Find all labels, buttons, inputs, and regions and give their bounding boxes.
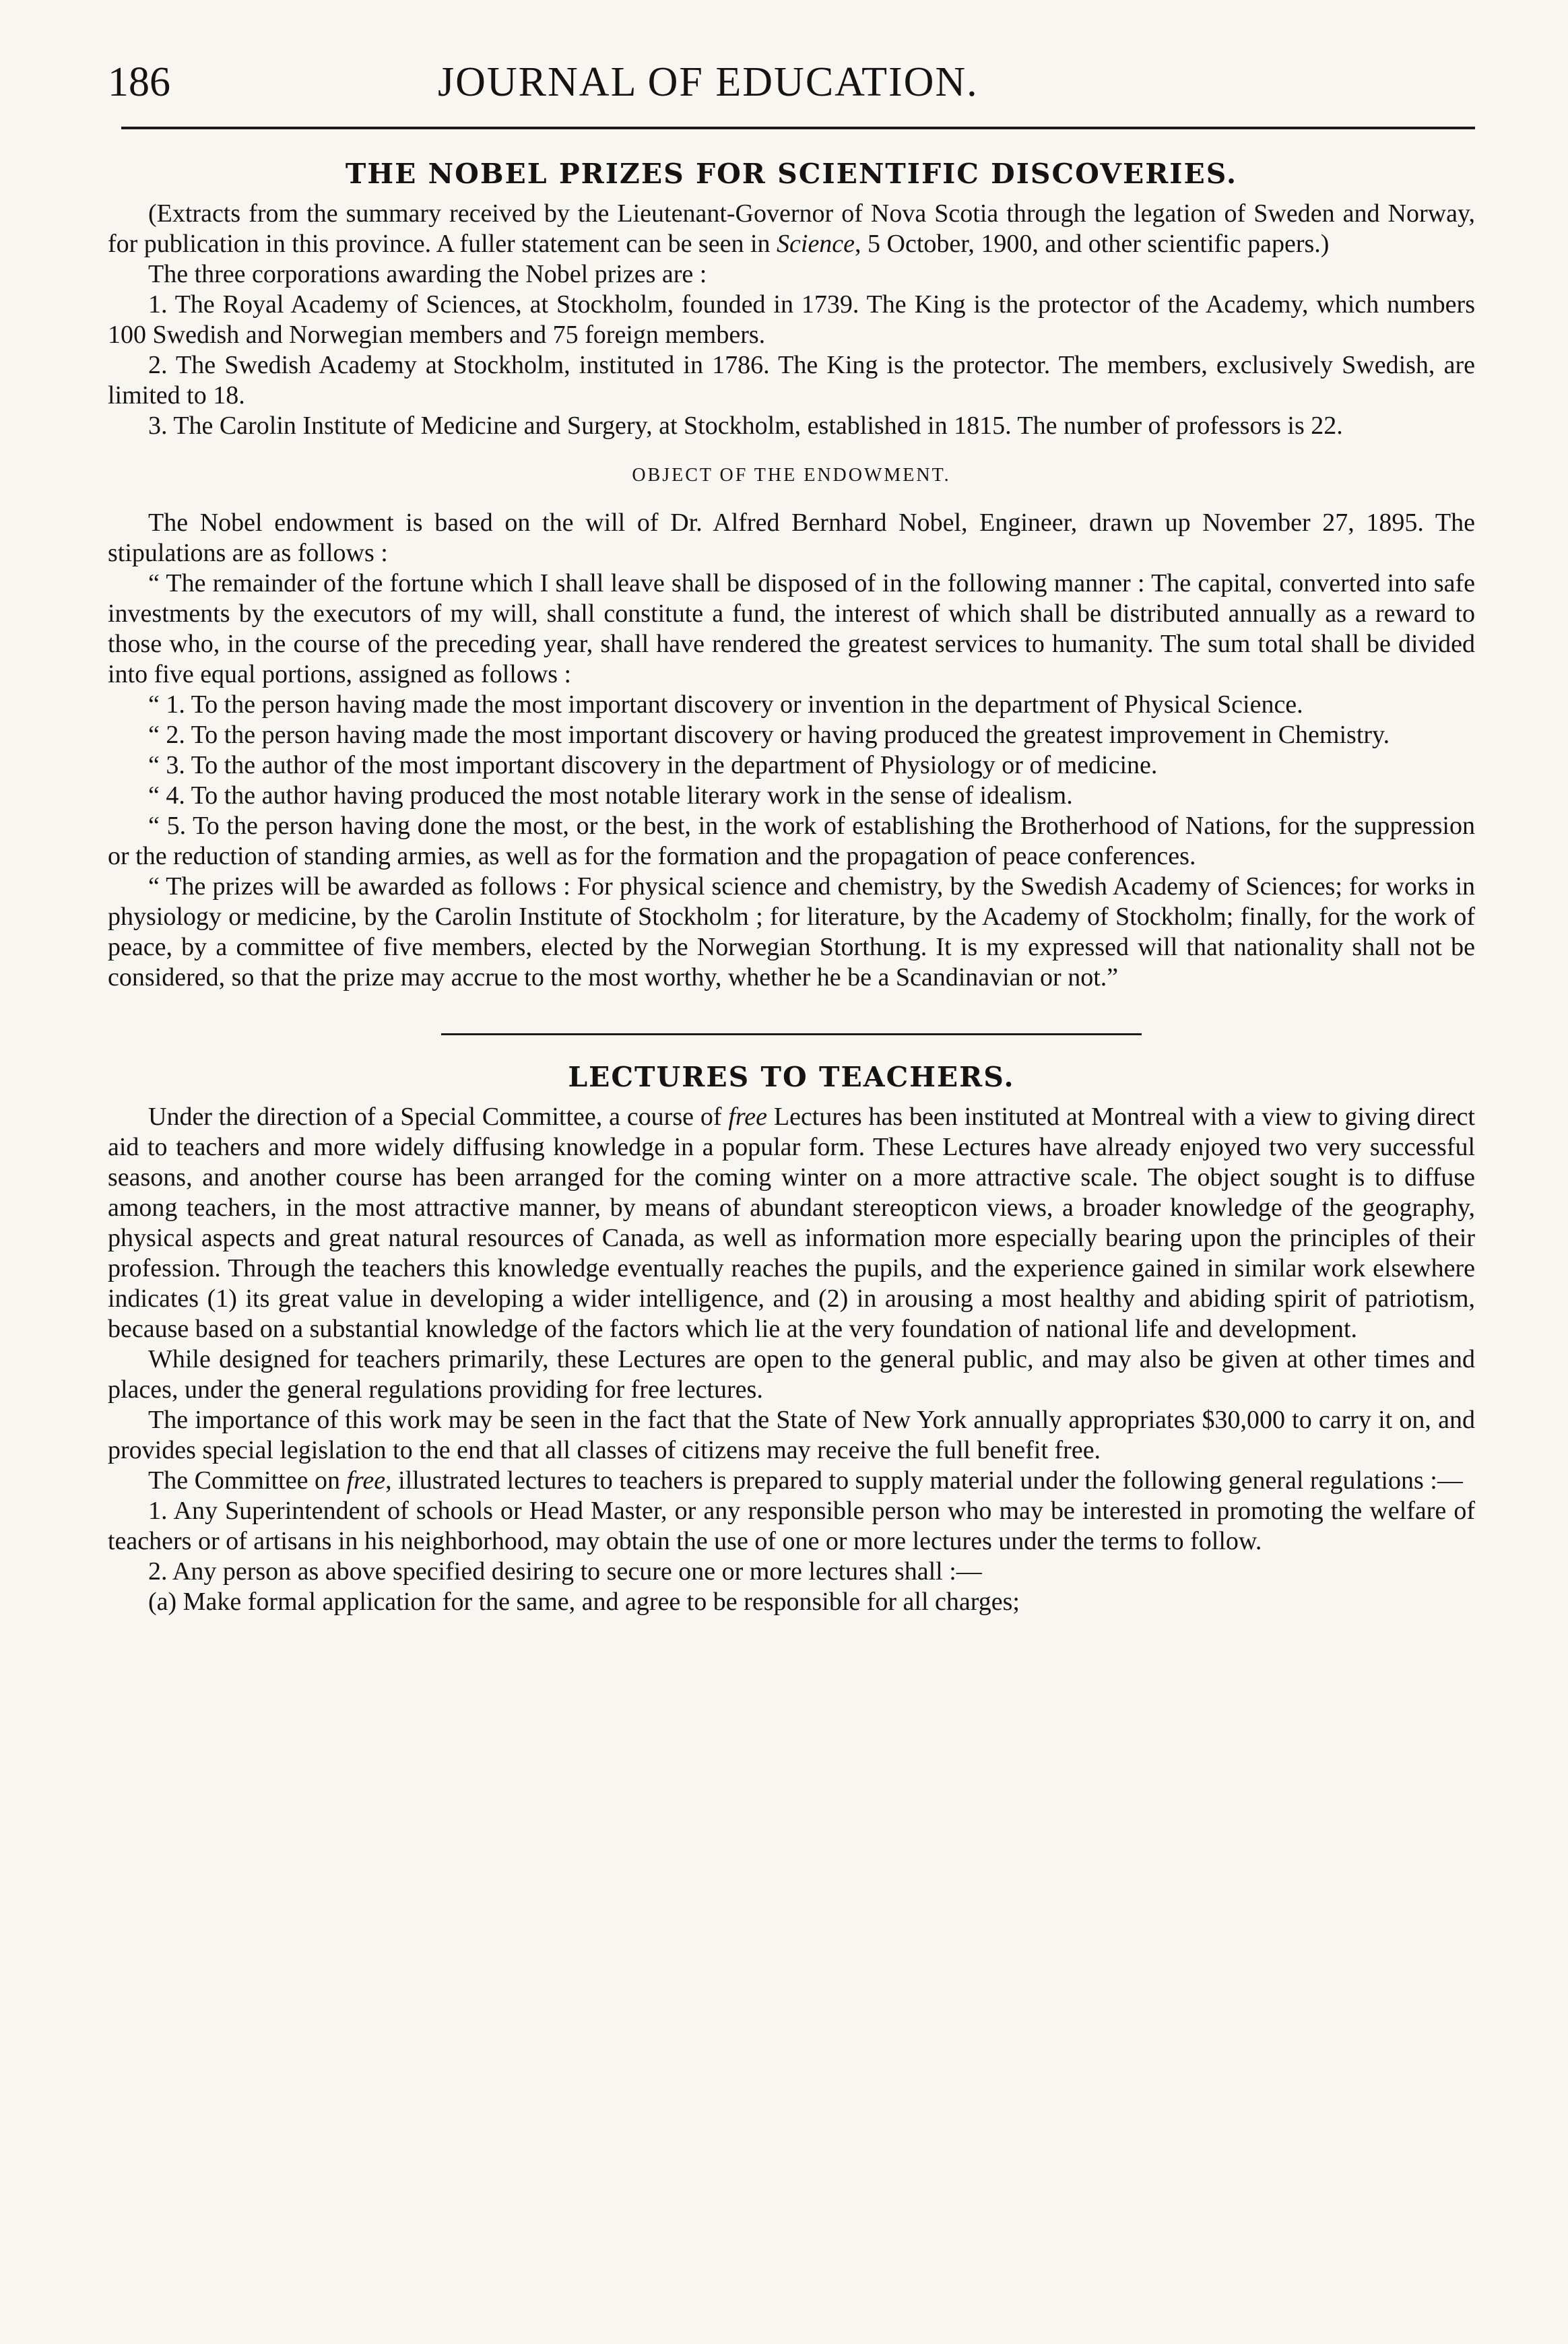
- nobel-intro-text: (Extracts from the summary received by the Lieutenant-Governor of Nova Scotia through the legation of Sweden and Norway, for publication in this province. A fuller statement can be seen in: [108, 199, 1475, 258]
- prize-item-5: “ 5. To the person having done the most, or the best, in the work of establishing the Brotherhood of Nations, for the suppression or the reduction of standing armies, as well as for the formation and the propagation of peace conferences.: [108, 812, 1475, 870]
- lectures-title: LECTURES TO TEACHERS.: [568, 1061, 1015, 1093]
- nobel-intro-text-end: , 5 October, 1900, and other scientific papers.): [855, 230, 1330, 258]
- prize-item-2: “ 2. To the person having made the most important discovery or having produced the greatest improvement in Chemistry.: [148, 721, 1390, 749]
- running-title: JOURNAL OF EDUCATION.: [438, 59, 979, 105]
- endowment-paragraph: The Nobel endowment is based on the will of Dr. Alfred Bernhard Nobel, Engineer, drawn up November 27, 1895. The stipulations are as follows :: [108, 509, 1475, 567]
- lectures-p1-text: Under the direction of a Special Committee, a course of: [148, 1103, 729, 1131]
- endowment-subhead: OBJECT OF THE ENDOWMENT.: [632, 465, 951, 486]
- lectures-p4-free: free: [346, 1466, 386, 1495]
- nobel-intro: [108, 199, 1475, 259]
- article-body: [108, 148, 1475, 1617]
- regulation-1: 1. Any Superintendent of schools or Head Master, or any responsible person who may be interested in promoting the welfare of teachers or of artisans in his neighborhood, may obtain the use of one or more lectures under the terms to follow.: [108, 1497, 1475, 1555]
- prize-item-4: “ 4. To the author having produced the most notable literary work in the sense of idealism.: [148, 781, 1073, 810]
- lectures-p1-free: free: [728, 1103, 768, 1131]
- awards-paragraph: “ The prizes will be awarded as follows : For physical science and chemistry, by the Swedish Academy of Sciences; for works in physiology or medicine, by the Carolin Institute of Stockholm ; for literature, by the Academy of Stockholm; finally, for the work of peace, by a committee of five members, elected by the Norwegian Storthung. It is my expressed will that nationality shall not be considered, so that the prize may accrue to the most worthy, whether he be a Scandinavian or not.”: [108, 872, 1475, 991]
- header-rule: [121, 127, 1475, 129]
- lectures-paragraph-1: [108, 1102, 1475, 1344]
- regulation-2: 2. Any person as above specified desiring to secure one or more lectures shall :—: [148, 1557, 982, 1586]
- corporation-2: 2. The Swedish Academy at Stockholm, instituted in 1786. The King is the protector. The members, exclusively Swedish, are limited to 18.: [108, 351, 1475, 410]
- lectures-p4-text: The Committee on: [148, 1466, 347, 1495]
- will-paragraph: “ The remainder of the fortune which I shall leave shall be disposed of in the following manner : The capital, converted into safe investments by the executors of my will, shall constitute a fund, the interest of which shall be distributed annually as a reward to those who, in the course of the preceding year, shall have rendered the greatest services to humanity. The sum total shall be divided into five equal portions, assigned as follows :: [108, 569, 1475, 688]
- lectures-paragraph-4: [108, 1466, 1475, 1496]
- lectures-p4-text-end: , illustrated lectures to teachers is prepared to supply material under the following general regulations :—: [385, 1466, 1463, 1495]
- corporations-intro: The three corporations awarding the Nobel prizes are :: [148, 260, 707, 288]
- lectures-p1-text-end: Lectures has been instituted at Montreal with a view to giving direct aid to teachers and more widely diffusing knowledge in a popular form. These Lectures have already enjoyed two very successful seasons, and another course has been arranged for the coming winter on a more attractive scale. The object sought is to diffuse among teachers, in the most attractive manner, by means of abundant stereopticon views, a broader knowledge of the geography, physical aspects and great natural resources of Canada, as well as information more especially bearing upon the principles of their profession. Through the teachers this knowledge eventually reaches the pupils, and the experience gained in similar work elsewhere indicates (1) its great value in developing a wider intelligence, and (2) in arousing a most healthy and abiding spirit of patriotism, because based on a substantial knowledge of the factors which lie at the very foundation of national life and development.: [108, 1103, 1475, 1343]
- corporation-1: 1. The Royal Academy of Sciences, at Stockholm, founded in 1739. The King is the protector of the Academy, which numbers 100 Swedish and Norwegian members and 75 foreign members.: [108, 290, 1475, 349]
- corporation-3: 3. The Carolin Institute of Medicine and Surgery, at Stockholm, established in 1815. The number of professors is 22.: [148, 412, 1343, 440]
- nobel-article: [108, 159, 1475, 993]
- regulation-2a: (a) Make formal application for the same, and agree to be responsible for all charges;: [148, 1588, 1020, 1616]
- nobel-title: THE NOBEL PRIZES FOR SCIENTIFIC DISCOVERIES.: [345, 158, 1238, 190]
- nobel-intro-science: Science: [777, 230, 855, 258]
- lectures-paragraph-3: The importance of this work may be seen in the fact that the State of New York annually appropriates $30,000 to carry it on, and provides special legislation to the end that all classes of citizens may receive the full benefit free.: [108, 1406, 1475, 1464]
- lectures-article: [108, 1062, 1475, 1617]
- page-header: [108, 48, 1475, 116]
- section-divider: [441, 1033, 1142, 1035]
- page-number: 186: [108, 59, 170, 105]
- lectures-paragraph-2: While designed for teachers primarily, these Lectures are open to the general public, and may also be given at other times and places, under the general regulations providing for free lectures.: [108, 1345, 1475, 1404]
- prize-item-1: “ 1. To the person having made the most important discovery or invention in the department of Physical Science.: [148, 690, 1303, 719]
- prize-item-3: “ 3. To the author of the most important discovery in the department of Physiology or of medicine.: [148, 751, 1158, 779]
